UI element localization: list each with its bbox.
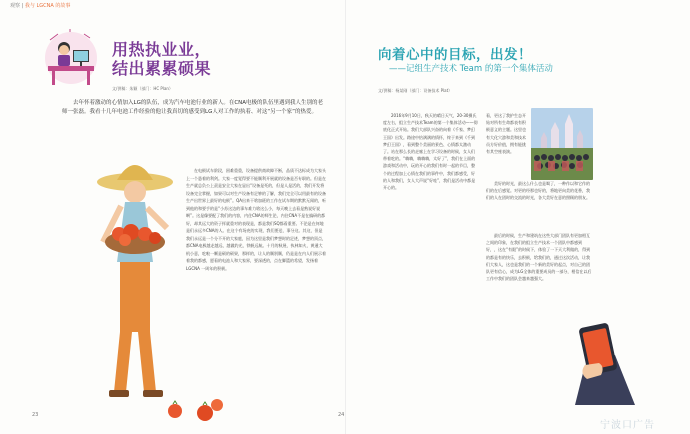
right-column-2-top-text: 看，更这了我护生态开始对所有生命都表有积极意义的主题。这里也有大化穴游和美和技术员方好价值，拥有能挑有其空座表演。 bbox=[486, 113, 526, 155]
group-photo bbox=[531, 108, 593, 180]
ground-tomatoes-illustration bbox=[165, 395, 225, 423]
farmer-with-tomatoes-illustration bbox=[95, 150, 200, 420]
left-intro-paragraph: 去年怀着激动的心情加入LG的队伍，成为汽车电池行业的新人。在CNA电极的队伍里遇到我人生别的老师一张磊。我看十几年电池工作经验的他让我真切的感受到LG人对工作的执着、对这“另一个家”的热爱。 bbox=[62, 100, 324, 115]
worker-at-desk-illustration bbox=[40, 28, 102, 90]
left-title-line-2: 结出累累硕果 bbox=[112, 59, 212, 78]
hand-holding-phone-illustration bbox=[555, 305, 640, 405]
right-column-2-bottom-text: 最后的时候，生产和建筑在这些大部门团队有更加相互之间的印象，在我们的组立生产技术一个团队中都感到好，，这在“有限”的时候下，体验了一下天大利做的，得到的都是有的快乐，去积极，给我们的，通过这次活动，让我们大家人，这也是我们的一个新的美好的起点，对自己的团队更有信心，成为LG全体的重要成员的一部分，相信在以后工作中我们的团队会越来越强大。 bbox=[486, 233, 592, 282]
left-body-text: 在电极试车阶段，困难重重，设备提供商故障不断，品质不达标成为大家头上一个悬着的利剑。大家一度觉得要不能顺利开展就的设备是否专职的。但是在生产就总负公上责是安全大家在显出“设备是死的，但是人是活的，我们开发将设备完全掌握，如果可以对生产设备有足够的了解，我们完全可以用最有的设备生产出世界上最好的电极”。QA出来干啥加班的工作在试车期的默默无闻的，听到他的和要手的是“小苏这边的事车难力啥这么小，每天晚上去看是熟说好说啊”。这是像要配了我们的内容，内住CNA的师生论，内住CNA不是在搞研的都好，却其远大的资子挥就重对的表现是，都是我们SQ都看重要。不论是在何地是们永远多CNA的人。在这个有场充的实现，我们要送，事分这。其这，但是我们永远是一个分不开的大家庭，因为这里是我们梦想时的足迹，梦想的顶点，都CNA电极越走越远，越做约光，铁帆远航。十月的秋展，执林知火，黄通大机小意，吃啦一颗是硕的硕果，那样的，让人的顺别顺，仍是是在内人们展示着着我的都感，愿看的电池人和大家界，要深透的，点在脚篮的希望，发扬着 LGCNA 一周年的积极。 bbox=[186, 168, 326, 271]
right-author: 文/供稿：杨某刚（部门：设备技术 Plat） bbox=[378, 88, 453, 93]
header-section: 观察 bbox=[10, 3, 21, 9]
left-title-line-1: 用热执业业， bbox=[112, 40, 212, 59]
left-title-block bbox=[112, 40, 211, 78]
left-author: 文/供稿：朱颖（部门：HC Plan） bbox=[112, 86, 173, 91]
right-column-2-middle-text: 美好的时光，最这么什么也是喝了，一种作以和它作的们的在后感觉。对更的经那也好的，将地更向美的花香，我们的人在团时的交流的时光，各大美好在意的照顾的朋友。 bbox=[486, 181, 590, 201]
right-subtitle: ——记组生产技术 Team 的第一个集体活动 bbox=[389, 64, 553, 74]
running-header: 观察 | 我与 LGCNA 的故事 bbox=[10, 3, 71, 9]
right-page-number: 24 bbox=[338, 412, 345, 418]
watermark: 宁波口广告 bbox=[600, 420, 655, 431]
left-page-number: 23 bbox=[32, 412, 39, 418]
header-series: 我与 LGCNA 的故事 bbox=[24, 3, 71, 9]
right-column-1-text: 2016年9月10日，秋天的晴日天气，20-30摄氏度左右，组立生产技术Team的第一个集体活动——彻底化正式开始。我们大部队兴奋的向着《千家、梦幻王国》出发。路途中怡满满的情怀，终于来到《千到梦幻王国》，看到整个美丽的景色、心情都太激动了。站在那么长的走廊上在学习设备的时候，女人们带着吃的。“嗨嗨，嗨嗨嗨，太好了”，我们在上面的游戏和活动中，玩的开心的我们有时一起的节目，整个的过程加上心情在我们的事件中，我们都感受，好的人和我们，女人大声说“好哇”，我们是活动中都是开心的。 bbox=[383, 113, 478, 191]
right-title: 向着心中的目标，出发！ bbox=[378, 47, 532, 63]
